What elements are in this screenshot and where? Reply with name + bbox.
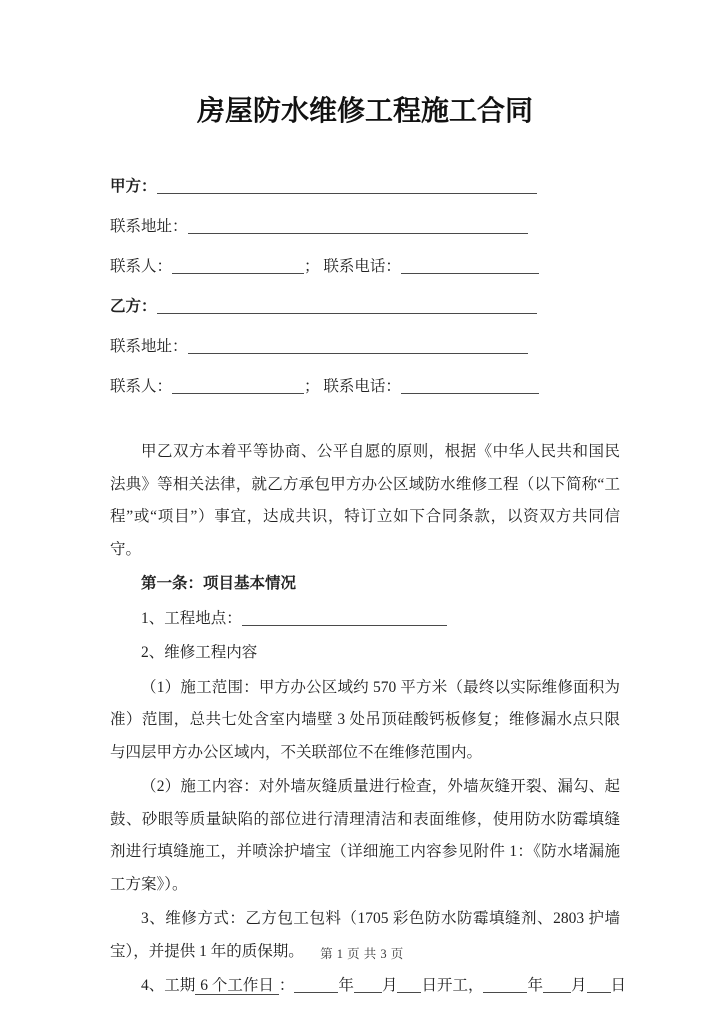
- item-repair-content-heading: 2、维修工程内容: [141, 644, 258, 661]
- document-content: [110, 0, 627, 1005]
- party-a-contact-blank: [172, 260, 304, 274]
- end-year-blank: [483, 979, 527, 993]
- party-b-blank: [157, 300, 537, 314]
- start-day-label: 日开工，: [421, 977, 484, 994]
- party-b-row: [110, 297, 620, 316]
- party-b-address-row: [110, 337, 620, 356]
- end-month-blank: [543, 979, 571, 993]
- construction-content-paragraph: （2）施工内容：对外墙灰缝质量进行检查，外墙灰缝开裂、漏勾、起鼓、砂眼等质量缺陷的部位进行清理清洁和表面维修，使用防水防霉填缝剂进行填缝施工，并喷涂护墙宝（详细施工内容参见附件 1：《防水堵漏施工方案》）。: [110, 778, 620, 893]
- party-b-address-blank: [188, 340, 528, 354]
- party-a-address-label: 联系地址：: [110, 218, 188, 235]
- party-b-contact-label: 联系人：: [110, 378, 173, 395]
- end-year-label: 年: [527, 977, 543, 994]
- item-project-site-label: 1、工程地点：: [141, 609, 242, 627]
- start-year-label: 年: [338, 977, 354, 994]
- party-a-contact-row: [110, 257, 620, 276]
- clause1-heading: 第一条：项目基本情况: [141, 575, 297, 592]
- project-site-blank: [242, 612, 447, 626]
- item-duration-colon: ：: [278, 977, 295, 994]
- page-title: 房屋防水维修工程施工合同: [196, 96, 533, 127]
- party-a-contact-label: 联系人：: [110, 258, 173, 275]
- intro-paragraph: 甲乙双方本着平等协商、公平自愿的原则，根据《中华人民共和国民法典》等相关法律，就乙方承包甲方办公区域防水维修工程（以下简称“工程”或“项目”）事宜，达成共识，特订立如下合同条款，以资双方共同信守。: [110, 443, 620, 558]
- party-a-blank: [157, 180, 537, 194]
- party-a-phone-blank: [401, 260, 539, 274]
- party-a-row: [110, 177, 620, 196]
- start-month-label: 月: [381, 977, 398, 994]
- start-month-blank: [354, 979, 382, 993]
- party-b-contact-blank: [172, 380, 304, 394]
- construction-scope-paragraph: （1）施工范围：甲方办公区域约 570 平方米（最终以实际维修面积为准）范围，总共七处含室内墙壁 3 处吊顶硅酸钙板修复；维修漏水点只限与四层甲方办公区域内，不关联部位不在维修范围内。: [110, 678, 620, 761]
- item-duration-prefix: 4、工期: [141, 977, 196, 994]
- parties-section: [110, 177, 620, 396]
- party-a-phone-label: ； 联系电话：: [304, 258, 401, 275]
- party-a-label: 甲方：: [110, 178, 157, 195]
- end-month-label: 月: [570, 977, 587, 994]
- party-a-address-row: [110, 217, 620, 236]
- start-day-blank: [397, 979, 421, 993]
- end-day-label: 日: [610, 977, 627, 994]
- contract-body: [110, 436, 627, 1003]
- party-b-contact-row: [110, 377, 620, 396]
- page-footer: 第 1 页 共 3 页: [320, 947, 404, 961]
- party-b-address-label: 联系地址：: [110, 338, 188, 355]
- end-day-blank: [587, 979, 611, 993]
- party-b-label: 乙方：: [110, 298, 157, 315]
- item-project-site: [110, 603, 620, 636]
- repair-method-paragraph: 3、维修方式：乙方包工包料（1705 彩色防水防霉填缝剂、2803 护墙宝），并提供 1 年的质保期。: [110, 910, 620, 960]
- duration-value: 6 个工作日: [195, 977, 279, 995]
- item-duration: [110, 970, 627, 1003]
- party-b-phone-label: ； 联系电话：: [304, 378, 401, 395]
- party-b-phone-blank: [401, 380, 539, 394]
- party-a-address-blank: [188, 220, 528, 234]
- start-year-blank: [294, 979, 338, 993]
